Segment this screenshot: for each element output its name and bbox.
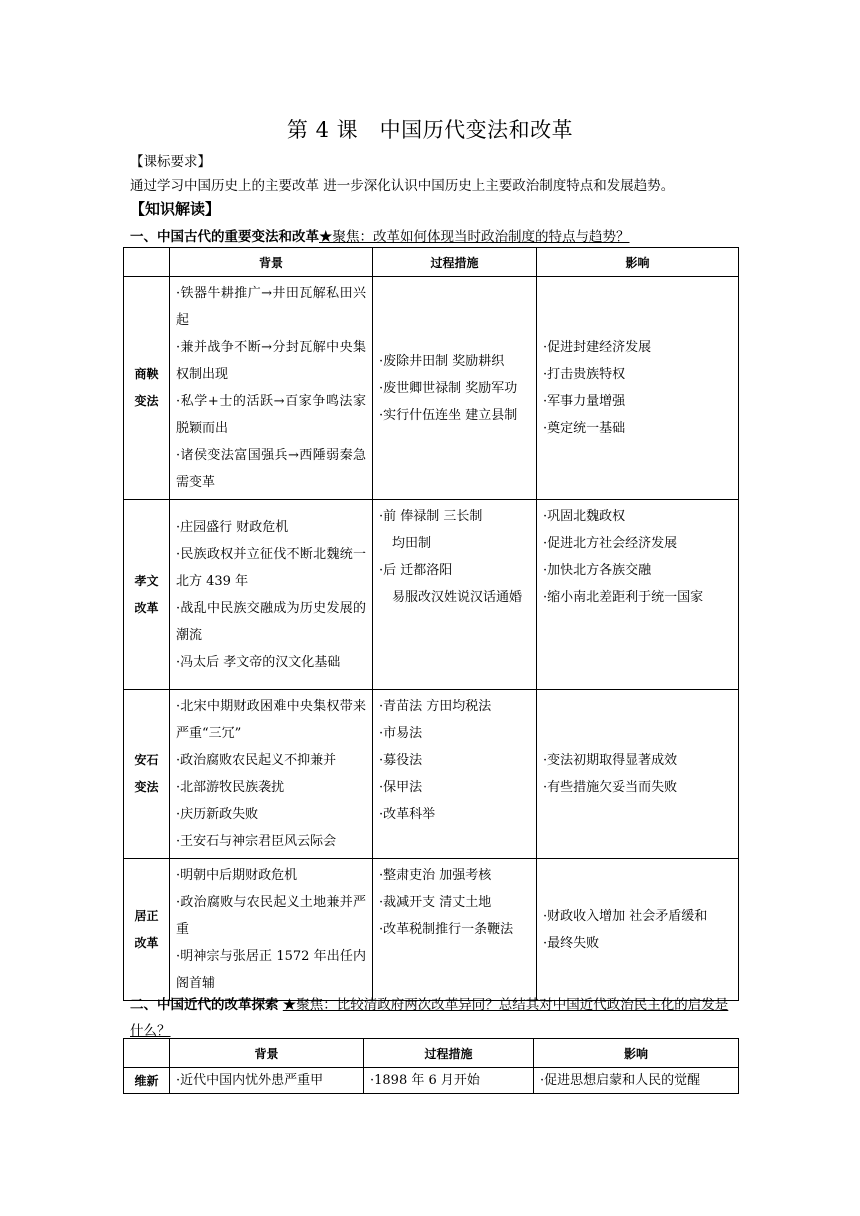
corner-cell [124,1039,170,1068]
column-header: 影响 [534,1039,739,1068]
cell-line: ·冯太后 孝文帝的汉文化基础 [176,654,341,670]
cell-line: ·前 俸禄制 三长制 [379,509,483,524]
cell-line: ·促进北方社会经济发展 [543,536,678,551]
measures-cell [373,277,537,500]
cell-line: 孝文 [134,573,159,588]
section1-heading-line [130,225,630,245]
corner-cell [124,248,170,277]
column-header: 过程措施 [373,248,537,277]
cell-line: ·后 迁都洛阳 [379,563,453,578]
modern-reform-table [123,1038,739,1094]
cell-line: ·民族政权并立征伐不断北魏统一北方 439 年 [176,546,366,589]
cell-line: ·废除井田制 奖励耕织 [379,353,505,369]
background-cell: ·近代中国内忧外患严重甲 [170,1068,364,1094]
ancient-reform-table [123,247,739,1001]
page-title: 第 4 课 中国历代变法和改革 [286,118,574,142]
column-header: 背景 [170,248,373,277]
cell-line: ·明神宗与张居正 1572 年出任内阁首辅 [176,949,366,991]
cell-line: 改革 [134,935,159,950]
table-row [124,859,739,1001]
background-cell [170,859,373,1001]
cell-line: ·战乱中民族交融成为历史发展的潮流 [176,600,366,643]
background-cell [170,500,373,690]
section2-heading-line [130,992,735,1044]
cell-line: ·政治腐败与农民起义土地兼并严重 [176,895,366,937]
cell-line: 商鞅 [134,367,159,381]
reform-name-cell [124,277,170,500]
cell-line: ·明朝中后期财政危机 [176,868,298,883]
reform-name-cell [124,500,170,690]
table-row [124,1068,739,1094]
kebiao-text: 通过学习中国历史上的主要改革 进一步深化认识中国历史上主要政治制度特点和发展趋势。 [130,178,675,194]
cell-line: ·募役法 [379,753,423,768]
section1-heading: 一、中国古代的重要变法和改革 [130,229,319,245]
cell-line: ·打击贵族特权 [543,367,626,382]
impact-cell: ·促进思想启蒙和人民的觉醒 [534,1068,739,1094]
table-row [124,277,739,500]
background-cell [170,277,373,500]
cell-line: ·促进封建经济发展 [543,340,652,355]
cell-line: ·实行什伍连坐 建立县制 [379,407,518,423]
cell-line: ·财政收入增加 社会矛盾缓和 [543,908,708,924]
cell-line: 易服改汉姓说汉话通婚 [379,590,523,605]
cell-line: ·巩固北魏政权 [543,509,626,524]
cell-line: ·铁器牛耕推广→井田瓦解私田兴起 [176,286,366,328]
cell-line: ·奠定统一基础 [543,421,626,436]
cell-line: ·改革科举 [379,807,436,822]
cell-line: ·保甲法 [379,780,423,795]
cell-line: ·最终失败 [543,935,600,951]
cell-line: ·缩小南北差距利于统一国家 [543,590,704,605]
cell-line: ·加快北方各族交融 [543,563,652,578]
impact-cell [537,277,739,500]
measures-cell [373,500,537,690]
background-cell [170,690,373,859]
cell-line: 均田制 [379,536,432,551]
impact-cell [537,859,739,1001]
zhishi-heading: 【知识解读】 [130,200,221,218]
cell-line: ·整肃吏治 加强考核 [379,868,492,883]
column-header: 影响 [537,248,739,277]
cell-line: ·青苗法 方田均税法 [379,699,492,714]
cell-line: 居正 [134,908,159,923]
cell-line: ·变法初期取得显著成效 [543,753,678,768]
measures-cell [373,690,537,859]
reform-name-cell [124,690,170,859]
measures-cell [373,859,537,1001]
cell-line: ·有些措施欠妥当而失败 [543,780,678,795]
cell-line: 变法 [134,394,159,408]
measures-cell: ·1898 年 6 月开始 [364,1068,534,1094]
cell-line: ·废世卿世禄制 奖励军功 [379,380,518,396]
cell-line: ·裁减开支 清丈土地 [379,895,492,910]
impact-cell [537,500,739,690]
table-row [124,690,739,859]
impact-cell [537,690,739,859]
section2-heading: 二、中国近代的改革探索 [130,997,279,1013]
column-header: 过程措施 [364,1039,534,1068]
cell-line: ·兼并战争不断→分封瓦解中央集权制出现 [176,340,366,382]
cell-line: 安石 [134,753,159,767]
reform-name-cell: 维新 [124,1068,170,1094]
cell-line: ·王安石与神宗君臣风云际会 [176,834,337,849]
table-row [124,500,739,690]
table-header-row [124,1039,739,1068]
cell-line: ·政治腐败农民起义不抑兼并 [176,753,337,768]
cell-line: 改革 [134,600,159,615]
kebiao-heading: 【课标要求】 [130,154,211,170]
cell-line: 变法 [134,780,159,794]
section2-focus: ★聚焦：比较清政府两次改革异同？总结其对中国近代政治民主化的启发是什么？ [130,997,729,1039]
cell-line: ·北宋中期财政困难中央集权带来严重“三冗” [176,699,366,741]
cell-line: ·庄园盛行 财政危机 [176,519,289,535]
section1-focus: ★聚焦：改革如何体现当时政治制度的特点与趋势？ [319,229,630,245]
reform-name-cell [124,859,170,1001]
cell-line: ·改革税制推行一条鞭法 [379,922,514,937]
cell-line: ·市易法 [379,726,423,741]
cell-line: ·军事力量增强 [543,394,626,409]
cell-line: ·庆历新政失败 [176,807,259,822]
column-header: 背景 [170,1039,364,1068]
table-header-row [124,248,739,277]
cell-line: ·北部游牧民族袭扰 [176,780,285,795]
cell-line: ·诸侯变法富国强兵→西陲弱秦急需变革 [176,448,366,490]
cell-line: ·私学+士的活跃→百家争鸣法家脱颖而出 [176,394,366,436]
